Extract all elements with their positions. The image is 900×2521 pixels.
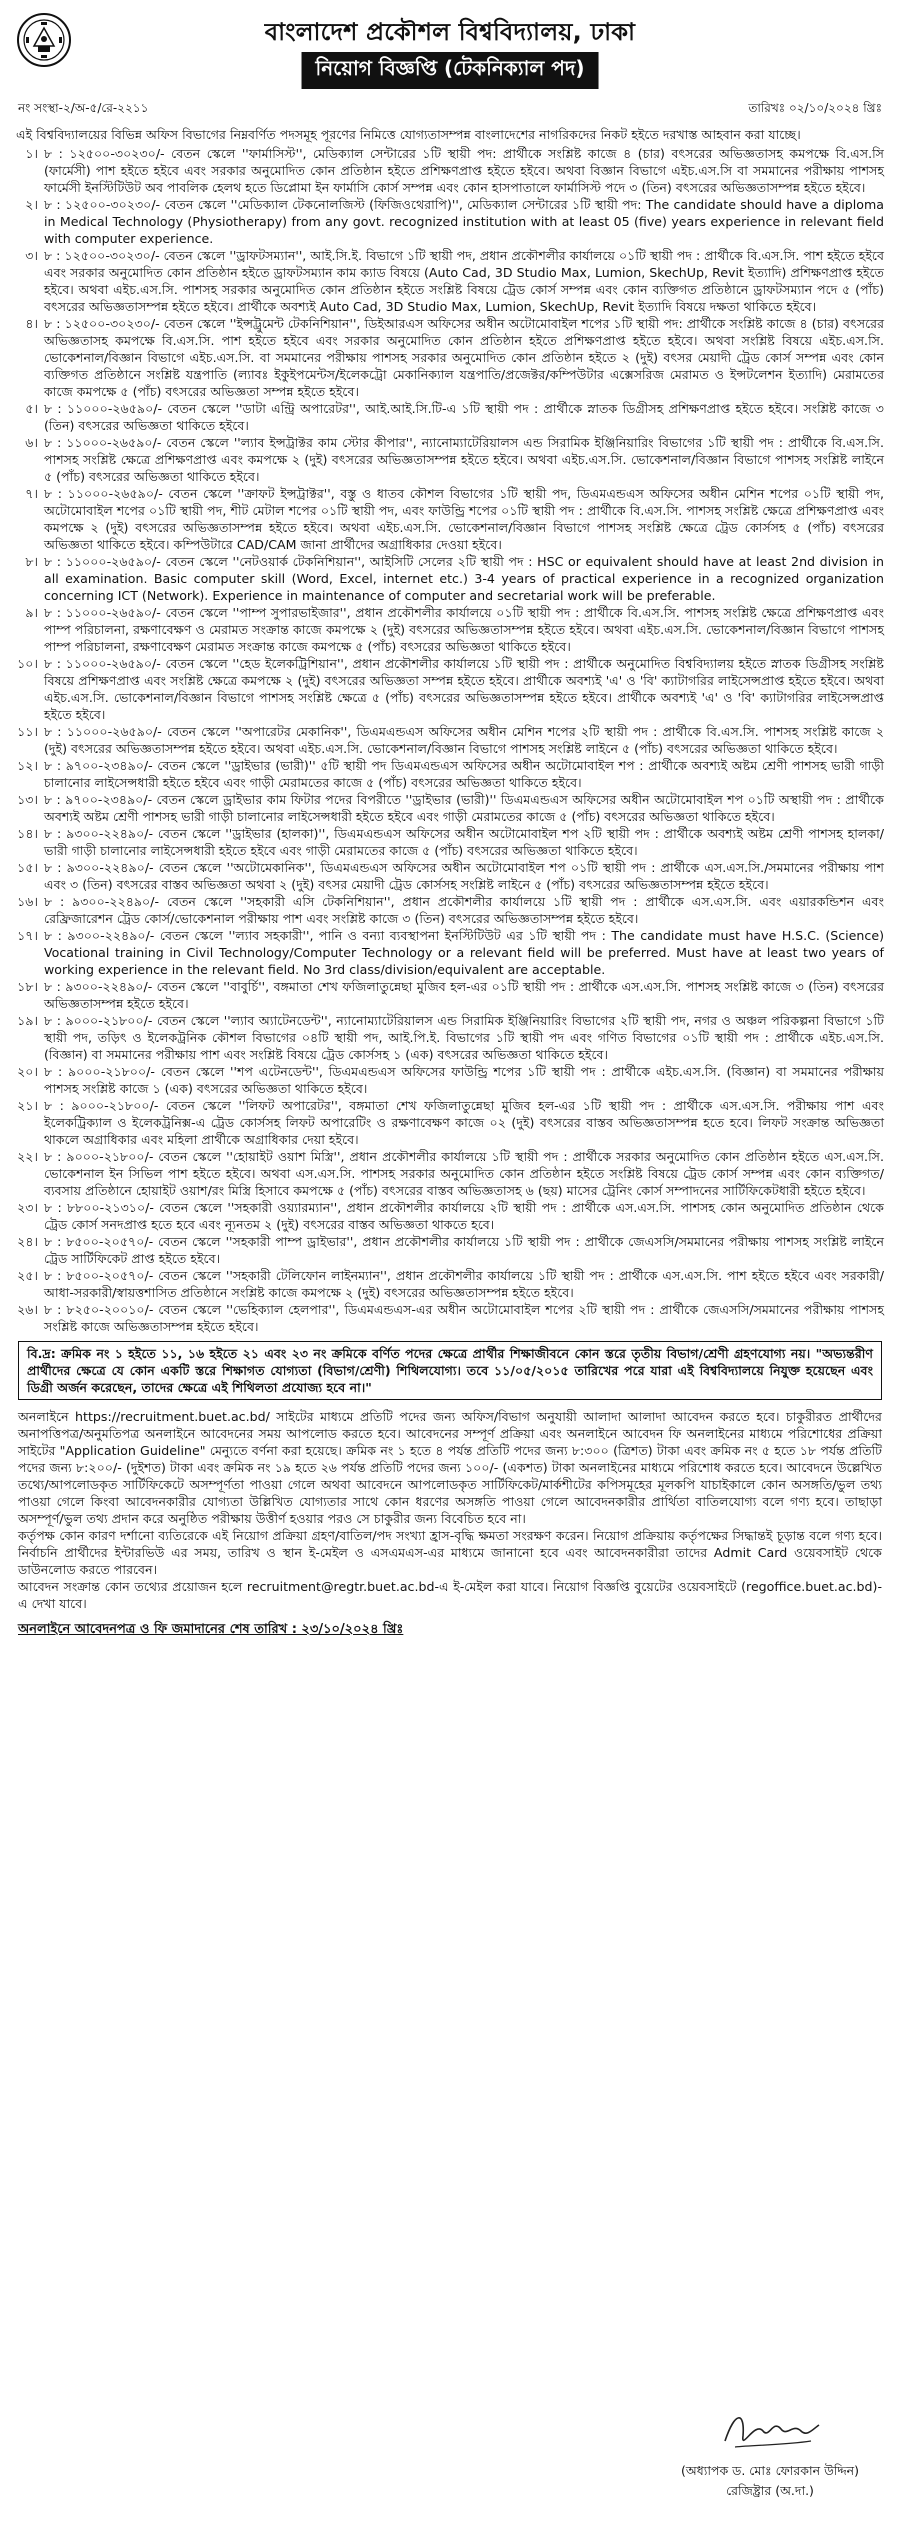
intro-text: এই বিশ্ববিদ্যালয়ের বিভিন্ন অফিস বিভাগের নিম্নবর্ণিত পদসমূহ পূরণের নিমিত্তে যোগ্যতাসম্পন্ন বাংলাদেশের নাগরিকদের নিকট হইতে দরখাস্ত আহবান করা যাচ্ছে।: [16, 127, 801, 142]
position-text: ৮ : ১১০০০-২৬৫৯০/- বেতন স্কেলে ''ক্রাফট ইন্সট্রাক্টর'', বস্তু ও ধাতব কৌশল বিভাগের ১টি স্থায়ী পদ, ডিএমএন্ডএস অফিসের অধীন মেশিন শপের ০১টি স্থায়ী পদ, অটোমোবাইল শপের ০১টি স্থায়ী পদ, শীট মেটাল শপের ০১টি স্থায়ী পদ, এবং ফাউন্ড্রি শপের ০১টি স্থায়ী পদ : প্রার্থীকে বি.এস.সি. পাশসহ সংশ্লিষ্ট ক্ষেত্রে প্রশিক্ষণপ্রাপ্ত এবং কমপক্ষে ২ (দুই) বৎসরের অভিজ্ঞতাসম্পন্ন হইতে হইবে। অথবা এইচ.এস.সি. ভোকেশনাল/বিজ্ঞান বিভাগে পাশসহ সংশ্লিষ্ট ক্ষেত্রে ট্রেড কোর্সসহ ৫ (পাঁচ) বৎসরের অভিজ্ঞতা থাকিতে হইবে। কম্পিউটারে CAD/CAM জানা প্রার্থীদের অগ্রাধিকার দেওয়া হইবে।: [44, 486, 884, 552]
position-text: ৮ : ৯৩০০-২২৪৯০/- বেতন স্কেলে ''সহকারী এসি টেকনিশিয়ান'', প্রধান প্রকৌশলীর কার্যালয়ে ১টি স্থায়ী পদ : প্রার্থীকে এস.এস.সি. এবং এয়ারকন্ডিশন এবং রেফ্রিজারেশন ট্রেড কোর্স/ভোকেশনাল পরীক্ষায় পাশ এবং সংশ্লিষ্ট কাজে ৩ (তিন) বৎসরের অভিজ্ঞতাসম্পন্ন হইতে হইবে।: [44, 894, 884, 926]
position-number: ১২।: [17, 758, 38, 773]
position-text: ৮ : ১২৫০০-৩০২৩০/- বেতন স্কেলে ''ড্রাফটসম্যান'', আই.সি.ই. বিভাগে ১টি স্থায়ী পদ, প্রধান প্রকৌশলীর কার্যালয়ে ০১টি স্থায়ী পদ : প্রার্থীকে বি.এস.সি. পাশ হইতে হইবে এবং সরকার অনুমোদিত কোন প্রতিষ্ঠান হইতে ড্রাফটসম্যান কাম ক্যাড বিষয়ে (Auto Cad, 3D Studio Max, Lumion, SkechUp, Revit ইত্যাদি) প্রশিক্ষণপ্রাপ্ত হইতে হইবে। অথবা এইচ.এস.সি. পাশসহ সরকার অনুমোদিত কোন প্রতিষ্ঠান হইতে সংশ্লিষ্ট বিষয়ে ট্রেড কোর্স সম্পন্ন এবং কোন ব্যক্তিগত প্রতিষ্ঠানে ড্রাফটসম্যান পদে ৫ (পাঁচ) বৎসরের অভিজ্ঞতাসম্পন্ন হইতে হইবে। প্রার্থীকে অবশ্যই Auto Cad, 3D Studio Max, Lumion, SkechUp, Revit ইত্যাদি বিষয়ে দক্ষতা থাকিতে হইবে।: [44, 248, 884, 314]
university-name: বাংলাদেশ প্রকৌশল বিশ্ববিদ্যালয়, ঢাকা: [264, 18, 636, 46]
position-item: [16, 315, 884, 400]
position-number: ৩।: [25, 248, 38, 263]
position-text: ৮ : ১১০০০-২৬৫৯০/- বেতন স্কেলে ''অপারেটর মেকানিক'', ডিএমএন্ডএস অফিসের অধীন মেশিন শপের ২টি স্থায়ী পদ : প্রার্থীকে বি.এস.সি. পাশসহ সংশ্লিষ্ট কাজে ২ (দুই) বৎসরের অভিজ্ঞতাসম্পন্ন হইতে হইবে। অথবা এইচ.এস.সি. ভোকেশনাল/বিজ্ঞান বিভাগে পাশসহ সংশ্লিষ্ট লাইনে ৫ (পাঁচ) বৎসরের অভিজ্ঞতা থাকিতে হইবে।: [44, 724, 884, 756]
position-item: [16, 1063, 884, 1097]
instructions: [12, 1408, 888, 1612]
position-text: ৮ : ১১০০০-২৬৫৯০/- বেতন স্কেলে ''ডাটা এন্ট্রি অপারেটর'', আই.আই.সি.টি-এ ১টি স্থায়ী পদ : প্রার্থীকে স্নাতক ডিগ্রীসহ প্রশিক্ষণপ্রাপ্ত হইতে হইবে। সংশ্লিষ্ট কাজে ৩ (তিন) বৎসরের অভিজ্ঞতা থাকিতে হইবে।: [44, 401, 884, 433]
position-number: ২৪।: [17, 1234, 38, 1249]
position-item: [16, 1012, 884, 1063]
position-text: ৮ : ১২৫০০-৩০২৩০/- বেতন স্কেলে ''ইন্সট্রুমেন্ট টেকনিশিয়ান'', ডিইআরএস অফিসের অধীন অটোমোবাইল শপের ১টি স্থায়ী পদ: প্রার্থীকে সংশ্লিষ্ট কাজে ৪ (চার) বৎসরের অভিজ্ঞতাসহ কমপক্ষে বি.এস.সি. পাশ হইতে হইবে এবং সরকার অনুমোদিত কোন প্রতিষ্ঠান হইতে প্রশিক্ষণপ্রাপ্ত হইতে হইবে। অথবা সংশ্লিষ্ট বিষয়ে এইচ.এস.সি. ভোকেশনাল/বিজ্ঞান বিভাগে এইচ.এস.সি. বা সমমানের পরীক্ষায় পাশসহ সরকার অনুমোদিত কোন প্রতিষ্ঠান হইতে ২ (দুই) বৎসর মেয়াদী ট্রেড কোর্স সম্পন্ন এবং কোন ব্যক্তিগত প্রতিষ্ঠানে সংশ্লিষ্ট যন্ত্রপাতি (ল্যাবঃ ইকুইপমেন্টস/ইলেকট্রো মেকানিক্যাল যন্ত্রপাতি/প্রজেক্টর/কম্পিউটার এক্সেসরিজ মেরামত ও ইন্সটলেশন ইত্যাদি) মেরামতের কাজে কমপক্ষে ৫ (পাঁচ) বৎসরের অভিজ্ঞতা সম্পন্ন হইতে হইবে।: [44, 316, 884, 399]
signature-block: [660, 2401, 880, 2503]
position-item: [16, 655, 884, 723]
position-number: ৪।: [25, 316, 38, 331]
position-item: [16, 927, 884, 978]
position-item: [16, 1233, 884, 1267]
position-item: [16, 400, 884, 434]
memo-number: নং সংস্থা-২/অ-৫/রে-২২১১: [18, 101, 149, 115]
position-item: [16, 247, 884, 315]
position-text: ৮ : ১২৫০০-৩০২৩০/- বেতন স্কেলে ''মেডিক্যাল টেকনোলজিস্ট (ফিজিওথেরাপি)'', মেডিক্যাল সেন্টারের ১টি স্থায়ী পদ: The candidate should have a diploma in Medical Technology (Physiotherapy) from any govt. recognized institution with at least 05 (five) years experience in relevant field with computer experience.: [44, 197, 884, 246]
position-number: ২০।: [17, 1064, 38, 1079]
notice-title: নিয়োগ বিজ্ঞপ্তি (টেকনিক্যাল পদ): [302, 52, 599, 89]
position-text: ৮ : ১১০০০-২৬৫৯০/- বেতন স্কেলে ''হেড ইলেকট্রিশিয়ান'', প্রধান প্রকৌশলীর কার্যালয়ে ১টি স্থায়ী পদ : প্রার্থীকে অনুমোদিত বিশ্ববিদ্যালয় হইতে স্নাতক ডিগ্রীসহ সংশ্লিষ্ট বিষয়ে প্রশিক্ষণপ্রাপ্ত এবং সংশ্লিষ্ট ক্ষেত্রে কমপক্ষে ২ (দুই) বৎসরের অভিজ্ঞতা সম্পন্ন হইতে হইবে। প্রার্থীকে অবশ্যই 'এ' ও 'বি' ক্যাটাগরির লাইসেন্সপ্রাপ্ত হইতে হইবে। অথবা এইচ.এস.সি. ভোকেশনাল/বিজ্ঞান বিভাগে পাশসহ সংশ্লিষ্ট ক্ষেত্রে ৫ (পাঁচ) বৎসরের অভিজ্ঞতাসম্পন্ন হইতে হইবে। প্রার্থীকে অবশ্যই 'এ' ও 'বি' ক্যাটাগরির লাইসেন্সপ্রাপ্ত হইতে হইবে।: [44, 656, 884, 722]
note-box: বি.দ্র: ক্রমিক নং ১ হইতে ১১, ১৬ হইতে ২১ এবং ২৩ নং ক্রমিকে বর্ণিত পদের ক্ষেত্রে প্রার্থীর শিক্ষাজীবনে কোন স্তরে তৃতীয় বিভাগ/শ্রেণী গ্রহণযোগ্য নয়। "অভ্যন্তরীণ প্রার্থীদের ক্ষেত্রে যে কোন একটি স্তরে শিক্ষাগত যোগ্যতা (বিভাগ/শ্রেণী) শিথিলযোগ্য। তবে ১১/০৫/২০১৫ তারিখের পরে যারা এই বিশ্ববিদ্যালয়ে নিযুক্ত হয়েছেন এবং ডিগ্রী অর্জন করেছেন, তাদের ক্ষেত্রে এই শিথিলতা প্রযোজ্য হবে না।": [18, 1341, 882, 1400]
position-number: ২১।: [17, 1098, 38, 1113]
position-text: ৮ : ৯৩০০-২২৪৯০/- বেতন স্কেলে ''ড্রাইভার (হালকা)'', ডিএমএন্ডএস অফিসের অধীন অটোমোবাইল শপ ২টি স্থায়ী পদ : প্রার্থীকে অবশ্যই অষ্টম শ্রেণী পাশসহ হালকা/ভারী গাড়ী চালানোর লাইসেন্সধারী হইতে হইবে এবং গাড়ী মেরামতের কাজে ৫ (পাঁচ) বৎসরের অভিজ্ঞতা থাকিতে হইবে।: [44, 826, 884, 858]
notice-date: তারিখঃ ০২/১০/২০২৪ খ্রিঃ: [748, 101, 882, 115]
position-text: ৮ : ৯৩০০-২২৪৯০/- বেতন স্কেলে ''বাবুর্চি'', বঙ্গমাতা শেখ ফজিলাতুন্নেছা মুজিব হল-এর ০১টি স্থায়ী পদ : প্রার্থীকে এস.এস.সি. পাশসহ সংশ্লিষ্ট কাজে ৩ (তিন) বৎসরের অভিজ্ঞতাসম্পন্ন হইতে হইবে।: [44, 979, 884, 1011]
position-number: ১৭।: [17, 928, 38, 943]
position-item: [16, 1199, 884, 1233]
position-item: [16, 978, 884, 1012]
position-item: [16, 434, 884, 485]
position-number: ৭।: [25, 486, 38, 501]
signature-image: [715, 2401, 825, 2461]
position-number: ৯।: [25, 605, 38, 620]
position-item: [16, 145, 884, 196]
position-item: [16, 723, 884, 757]
position-number: ১৩।: [17, 792, 38, 807]
position-item: [16, 893, 884, 927]
position-text: ৮ : ৯০০০-২১৮০০/- বেতন স্কেলে ''ল্যাব অ্যাটেনডেন্ট'', ন্যানোম্যাটেরিয়ালস এন্ড সিরামিক ইঞ্জিনিয়ারিং বিভাগের ২টি স্থায়ী পদ, নগর ও অঞ্চল পরিকল্পনা বিভাগে ১টি স্থায়ী পদ, তড়িৎ ও ইলেকট্রনিক কৌশল বিভাগের ০৪টি স্থায়ী পদ, আই.পি.ই. বিভাগের ১টি স্থায়ী পদ এবং গণিত বিভাগের ০১টি স্থায়ী পদ : প্রার্থীকে এইচ.এস.সি. (বিজ্ঞান) বা সমমানের পরীক্ষায় পাশ এবং সংশ্লিষ্ট বিষয়ে ট্রেড কোর্সসহ ১ (এক) বৎসরের অভিজ্ঞতা থাকিতে হইবে।: [44, 1013, 884, 1062]
position-text: ৮ : ৮৫০০-২০৫৭০/- বেতন স্কেলে ''সহকারী টেলিফোন লাইনম্যান'', প্রধান প্রকৌশলীর কার্যালয়ে ১টি স্থায়ী পদ : প্রার্থীকে এস.এস.সি. পাশ হইতে হইবে এবং সরকারী/আধা-সরকারী/স্বায়ত্তশাসিত প্রতিষ্ঠানে সংশ্লিষ্ট কাজে কমপক্ষে ২ (দুই) বৎসরের অভিজ্ঞতাসম্পন্ন হইতে হইবে।: [44, 1268, 884, 1300]
position-number: ২২।: [17, 1149, 38, 1164]
position-number: ১৪।: [17, 826, 38, 841]
header: [12, 8, 888, 126]
position-text: ৮ : ৯০০০-২১৮০০/- বেতন স্কেলে ''হোয়াইট ওয়াশ মিস্ত্রি'', প্রধান প্রকৌশলীর কার্যালয়ে ১টি স্থায়ী পদ : প্রার্থীকে সরকার অনুমোদিত কোন প্রতিষ্ঠান হইতে এস.এস.সি. ভোকেশনাল ইন সিভিল পাশ হইতে হইবে। অথবা এস.এস.সি. পাশসহ সরকার অনুমোদিত কোন প্রতিষ্ঠান হইতে সংশ্লিষ্ট বিষয়ে ট্রেড কোর্স সম্পন্ন এবং কোন ব্যক্তিগত/ব্যবসায় প্রতিষ্ঠানে হোয়াইট ওয়াশ/রং মিস্ত্রি হিসাবে কমপক্ষে ৫ (পাঁচ) বৎসরের বাস্তব অভিজ্ঞতাসহ ৬ (ছয়) মাসের ট্রেনিং কোর্স সম্পাদনের সার্টিফিকেটধারী হইতে হইবে।: [44, 1149, 884, 1198]
position-text: ৮ : ৯৩০০-২২৪৯০/- বেতন স্কেলে ''অটোমেকানিক'', ডিএমএন্ডএস অফিসের অধীন অটোমোবাইল শপ ০১টি স্থায়ী পদ : প্রার্থীকে এস.এস.সি./সমমানের পরীক্ষায় পাশ এবং ৩ (তিন) বৎসরের বাস্তব অভিজ্ঞতা অথবা ২ (দুই) বৎসর মেয়াদী ট্রেড কোর্সসহ সংশ্লিষ্ট লাইনে ৫ (পাঁচ) বৎসরের অভিজ্ঞতাসম্পন্ন হইতে হইবে।: [44, 860, 884, 892]
position-text: ৮ : ১১০০০-২৬৫৯০/- বেতন স্কেলে ''ল্যাব ইন্সট্রাক্টর কাম স্টোর কীপার'', ন্যানোম্যাটেরিয়ালস এন্ড সিরামিক ইঞ্জিনিয়ারিং বিভাগের ১টি স্থায়ী পদ : প্রার্থীকে বি.এস.সি. পাশসহ সংশ্লিষ্ট ক্ষেত্রে প্রশিক্ষণপ্রাপ্ত এবং কমপক্ষে ২ (দুই) বৎসরের অভিজ্ঞতাসম্পন্ন হইতে হইবে। অথবা এইচ.এস.সি. ভোকেশনাল/বিজ্ঞান বিভাগে পাশসহ সংশ্লিষ্ট লাইনে ৫ (পাঁচ) বৎসরের অভিজ্ঞতা থাকিতে হইবে।: [44, 435, 884, 484]
position-item: [16, 757, 884, 791]
position-item: [16, 1301, 884, 1335]
position-item: [16, 825, 884, 859]
position-number: ১০।: [17, 656, 38, 671]
position-number: ২৬।: [17, 1302, 38, 1317]
position-item: [16, 485, 884, 553]
position-item: [16, 1267, 884, 1301]
position-text: ৮ : ৯৭০০-২৩৪৯০/- বেতন স্কেলে ''ড্রাইভার (ভারী)'' ৫টি স্থায়ী পদ ডিএমএন্ডএস অফিসের অধীন অটোমোবাইল শপ : প্রার্থীকে অবশ্যই অষ্টম শ্রেণী পাশসহ ভারী গাড়ী চালানোর লাইসেন্সধারী হইতে হইবে এবং গাড়ী মেরামতের কাজে ৫ (পাঁচ) বৎসরের অভিজ্ঞতা থাকিতে হইবে।: [44, 758, 884, 790]
position-text: ৮ : ৮২৫০-২০০১০/- বেতন স্কেলে ''ভেহিক্যাল হেলপার'', ডিএমএন্ডএস-এর অধীন অটোমোবাইল শপের ২টি স্থায়ী পদ : প্রার্থীকে জেএসসি/সমমানের পরীক্ষায় পাশসহ সংশ্লিষ্ট কাজে অভিজ্ঞতাসম্পন্ন হইতে হইবে।: [44, 1302, 884, 1334]
positions-list: [12, 145, 888, 1335]
position-item: [16, 553, 884, 604]
position-item: [16, 1148, 884, 1199]
instruction-paragraph: অনলাইনে https://recruitment.buet.ac.bd/ সাইটের মাধ্যমে প্রতিটি পদের জন্য অফিস/বিভাগ অনুযায়ী আলাদা আলাদা আবেদন করতে হবে। চাকুরীরত প্রার্থীদের অনাপত্তিপত্র/অনুমতিপত্র অনলাইনে আবেদনের সময় আপলোড করতে হবে। আবেদনের সম্পূর্ণ প্রক্রিয়া এবং অনলাইনে আবেদন ফি অনলাইনের মাধ্যমে পরিশোধের প্রক্রিয়া সাইটের "Application Guideline" মেন্যুতে বর্ণনা করা হয়েছে। ক্রমিক নং ১ হতে ৪ পর্যন্ত প্রতিটি পদের জন্য ৮:৩০০ (ত্রিশত) টাকা এবং ক্রমিক নং ৫ হতে ১৮ পর্যন্ত প্রতিটি পদের জন্য ৮:২০০/- (দুইশত) টাকা এবং ক্রমিক নং ১৯ হতে ২৬ পর্যন্ত প্রতিটি পদের জন্য ১০০/- (একশত) টাকা অনলাইনের মাধ্যমে পরিশোধ করতে হবে। আবেদনে উল্লেখিত তথ্যে/আপলোডকৃত সার্টিফিকেটে অসম্পূর্ণতা পাওয়া গেলে অথবা আবেদনে আপলোডকৃত সার্টিফিকেট/মার্কশীটের কপিসমূহের মূলকপি যাচাইকালে কোন অসঙ্গতি/ভুল তথ্য পাওয়া গেলে কিংবা আবেদনকারীর যোগ্যতা উল্লিখিত যোগ্যতার সাথে কোন ধরণের অসঙ্গতি পাওয়া গেলে আবেদনকারীর প্রার্থিতা বাতিলযোগ্য বলে গণ্য হবে। তাছাড়া অসম্পূর্ণ/ভুল তথ্য প্রদান করে অনুষ্ঠিত পরীক্ষায় উত্তীর্ণ হওয়ার পরও সে চাকুরীর জন্য বিবেচিত হবে না।: [18, 1409, 882, 1526]
position-item: [16, 791, 884, 825]
position-text: ৮ : ১২৫০০-৩০২৩০/- বেতন স্কেলে ''ফার্মাসিস্ট'', মেডিক্যাল সেন্টারের ১টি স্থায়ী পদ: প্রার্থীকে সংশ্লিষ্ট কাজে ৪ (চার) বৎসরের অভিজ্ঞতাসহ কমপক্ষে বি.এস.সি (ফার্মেসী) পাশ হইতে হইবে এবং সরকার অনুমোদিত কোন প্রতিষ্ঠান হইতে প্রশিক্ষণপ্রাপ্ত হইতে হইবে। অথবা বিজ্ঞান বিভাগে এইচ.এস.সি বা সমমানের পরীক্ষায় পাশসহ ফার্মেসী ইনস্টিটিউট অব পাবলিক হেলথ হতে ডিপ্লোমা ইন ফার্মাসি কোর্স সম্পন্ন এবং কোন হাসপাতালে ফার্মাসিস্ট পদে ৩ (তিন) বৎসরের অভিজ্ঞতাসম্পন্ন হইতে হইবে।: [44, 146, 884, 195]
position-text: ৮ : ৯৭০০-২৩৪৯০/- বেতন স্কেলে ড্রাইভার কাম ফিটার পদের বিপরীতে ''ড্রাইভার (ভারী)'' ডিএমএন্ডএস অফিসের অধীন অটোমোবাইল শপ ০১টি অস্থায়ী পদ : প্রার্থীকে অবশ্যই অষ্টম শ্রেণী পাশসহ ভারী গাড়ী চালানোর লাইসেন্সধারী হইতে হইবে এবং গাড়ী মেরামতের কাজে ৫ (পাঁচ) বৎসরের অভিজ্ঞতা থাকিতে হইবে।: [44, 792, 884, 824]
position-item: [16, 604, 884, 655]
position-number: ১১।: [17, 724, 38, 739]
position-item: [16, 1097, 884, 1148]
position-number: ১৬।: [17, 894, 38, 909]
position-number: ৬।: [25, 435, 38, 450]
position-number: ১।: [25, 146, 38, 161]
position-text: ৮ : ১১০০০-২৬৫৯০/- বেতন স্কেলে ''পাম্প সুপারভাইজার'', প্রধান প্রকৌশলীর কার্যালয়ে ০১টি স্থায়ী পদ : প্রার্থীকে বি.এস.সি. পাশসহ সংশ্লিষ্ট ক্ষেত্রে প্রশিক্ষণপ্রাপ্ত এবং পাম্প পরিচালনা, রক্ষণাবেক্ষণ ও মেরামত সংক্রান্ত কাজে কমপক্ষে ২ (দুই) বৎসরের অভিজ্ঞতাসম্পন্ন হইতে হইবে। অথবা এইচ.এস.সি. ভোকেশনাল/বিজ্ঞান বিভাগে পাশসহ পাম্প পরিচালনা, রক্ষণাবেক্ষণ মেরামত সংক্রান্ত কাজে কমপক্ষে ৫ (পাঁচ) বৎসরের অভিজ্ঞতা থাকিতে হইবে।: [44, 605, 884, 654]
position-number: ১৮।: [17, 979, 38, 994]
position-text: ৮ : ৯০০০-২১৮০০/- বেতন স্কেলে ''শপ এটেনডেন্ট'', ডিএমএন্ডএস অফিসের ফাউন্ড্রি শপের ১টি স্থায়ী পদ : প্রার্থীকে এইচ.এস.সি. (বিজ্ঞান) বা সমমানের পরীক্ষায় পাশসহ সংশ্লিষ্ট কাজে ১ (এক) বৎসরের অভিজ্ঞতা থাকিতে হইবে।: [44, 1064, 884, 1096]
position-number: ১৯।: [17, 1013, 38, 1028]
position-number: ২৩।: [17, 1200, 38, 1215]
memo-row: [18, 100, 882, 120]
position-number: ৮।: [25, 554, 38, 569]
deadline: অনলাইনে আবেদনপত্র ও ফি জমাদানের শেষ তারিখ : ২৩/১০/২০২৪ খ্রিঃ: [18, 1622, 404, 1637]
position-item: [16, 859, 884, 893]
position-number: ২।: [25, 197, 38, 212]
position-text: ৮ : ৮৮০০-২১৩১০/- বেতন স্কেলে ''সহকারী ওয়্যারম্যান'', প্রধান প্রকৌশলীর কার্যালয়ে ২টি স্থায়ী পদ : প্রার্থীকে এস.এস.সি. পাশসহ কোন অনুমোদিত প্রতিষ্ঠান থেকে ট্রেড কোর্স সনদপ্রাপ্ত হতে হবে এবং ন্যূনতম ২ (দুই) বৎসরের বাস্তব অভিজ্ঞতা থাকতে হবে।: [44, 1200, 884, 1232]
position-number: ২৫।: [17, 1268, 38, 1283]
position-text: ৮ : ৯০০০-২১৮০০/- বেতন স্কেলে ''লিফট অপারেটর'', বঙ্গমাতা শেখ ফজিলাতুন্নেছা মুজিব হল-এর ১টি স্থায়ী পদ : প্রার্থীকে এস.এস.সি. পরীক্ষায় পাশ এবং ইলেকট্রিক্যাল ও ইলেকট্রনিক্স-এ ট্রেড কোর্সসহ লিফট অপারেটিং ও রক্ষণাবেক্ষণ কাজে ০২ (দুই) বৎসরের বাস্তব অভিজ্ঞতাসম্পন্ন হতে হবে। লিফট সংক্রান্ত অভিজ্ঞতা থাকলে অগ্রাধিকার এবং মহিলা প্রার্থীকে অগ্রাধিকার দেয়া হইবে।: [44, 1098, 884, 1147]
position-text: ৮ : ১১০০০-২৬৫৯০/- বেতন স্কেলে ''নেটওয়ার্ক টেকনিশিয়ান'', আইসিটি সেলের ২টি স্থায়ী পদ : HSC or equivalent should have at least 2nd division in all examination. Basic computer skill (Word, Excel, internet etc.) 3-4 years of practical experience in a recognized organization concerning ICT (Network). Experience in maintenance of computer and secretarial work will be preferable.: [44, 554, 884, 603]
position-text: ৮ : ৮৫০০-২০৫৭০/- বেতন স্কেলে ''সহকারী পাম্প ড্রাইভার'', প্রধান প্রকৌশলীর কার্যালয়ে ১টি স্থায়ী পদ : প্রার্থীকে জেএসসি/সমমানের পরীক্ষায় পাশসহ সংশ্লিষ্ট লাইনে ট্রেড সার্টিফিকেট প্রাপ্ত হইতে হইবে।: [44, 1234, 884, 1266]
position-text: ৮ : ৯৩০০-২২৪৯০/- বেতন স্কেলে ''ল্যাব সহকারী'', পানি ও বন্যা ব্যবস্থাপনা ইনস্টিটিউট এর ১টি স্থায়ী পদ : The candidate must have H.S.C. (Science) Vocational training in Civil Technology/Computer Technology or a relevant field will be preferred. Must have at least two years of working experience in the relevant field. No 3rd class/division/equivalent are acceptable.: [44, 928, 884, 977]
position-number: ৫।: [25, 401, 38, 416]
position-item: [16, 196, 884, 247]
instruction-paragraph: কর্তৃপক্ষ কোন কারণ দর্শানো ব্যতিরেকে এই নিয়োগ প্রক্রিয়া গ্রহণ/বাতিল/পদ সংখ্যা হ্রাস-বৃদ্ধি ক্ষমতা সংরক্ষণ করেন। নিয়োগ প্রক্রিয়ায় কর্তৃপক্ষের সিদ্ধান্তই চূড়ান্ত বলে গণ্য হবে। নির্বাচনি প্রার্থীদের ইন্টারভিউ এর সময়, তারিখ ও স্থান ই-মেইল ও এসএমএস-এর মাধ্যমে জানানো হবে এবং আবেদনকারীরা তাদের Admit Card ওয়েবসাইট থেকে ডাউনলোড করতে পারবেন।: [18, 1528, 882, 1577]
instruction-paragraph: আবেদন সংক্রান্ত কোন তথ্যের প্রয়োজন হলে recruitment@regtr.buet.ac.bd-এ ই-মেইল করা যাবে। নিয়োগ বিজ্ঞপ্তি বুয়েটের ওয়েবসাইটে (regoffice.buet.ac.bd)-এ দেখা যাবে।: [18, 1579, 882, 1611]
position-number: ১৫।: [17, 860, 38, 875]
signatory-role: রেজিষ্ট্রার (অ.দা.): [726, 2483, 814, 2498]
signatory-name: (অধ্যাপক ড. মোঃ ফোরকান উদ্দিন): [681, 2463, 859, 2478]
